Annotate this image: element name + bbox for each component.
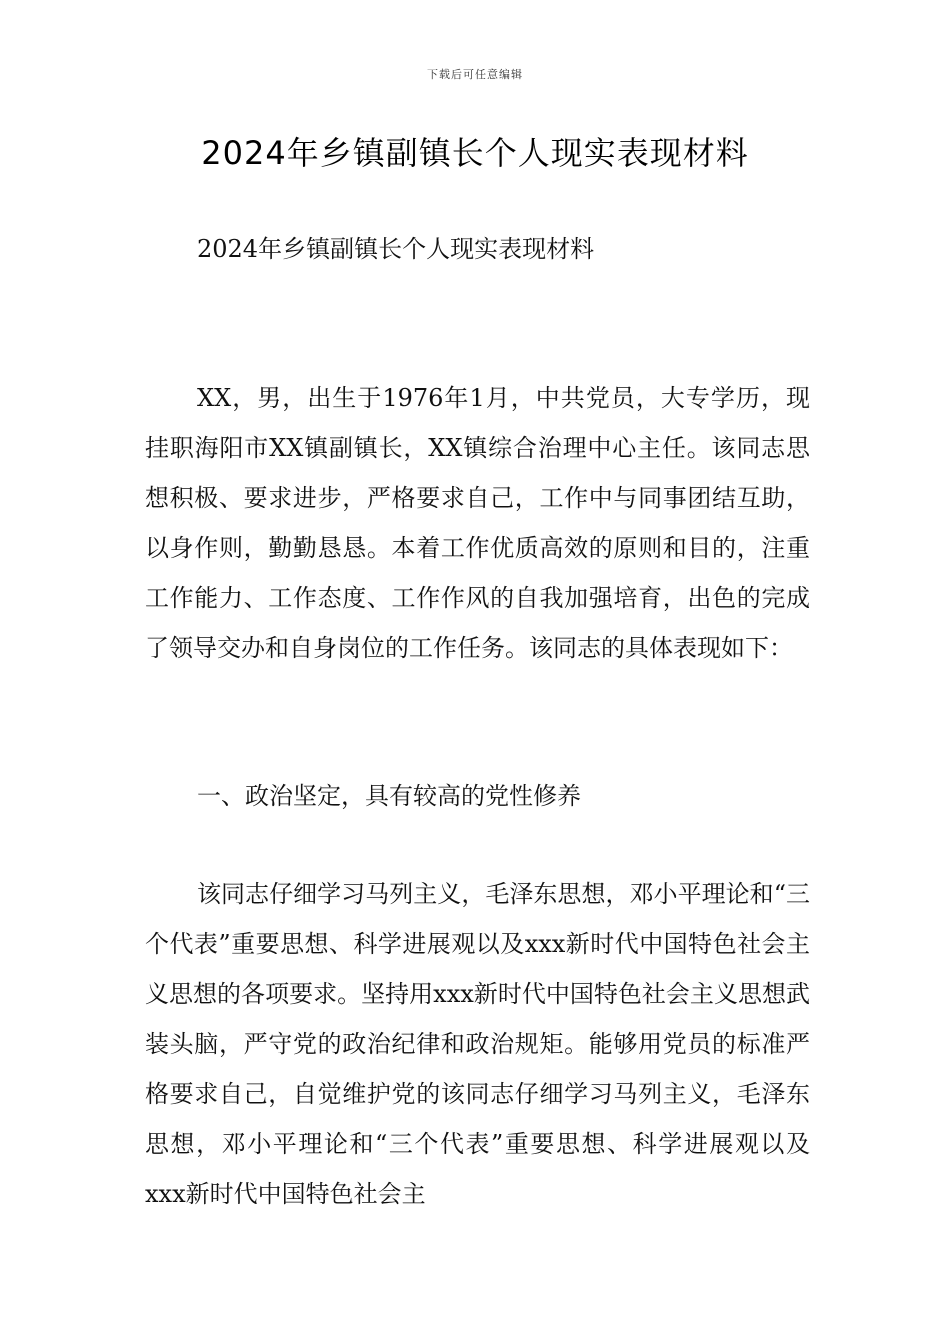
intro-paragraph: XX，男，出生于1976年1月，中共党员，大专学历，现挂职海阳市XX镇副镇长，XX镇综合治理中心主任。该同志思想积极、要求进步，严格要求自己，工作中与同事团结互助，以身作则，勤勤恳恳。本着工作优质高效的原则和目的，注重工作能力、工作态度、工作作风的自我加强培育，出色的完成了领导交办和自身岗位的工作任务。该同志的具体表现如下： <box>145 384 810 662</box>
section-1-paragraph: 该同志仔细学习马列主义，毛泽东思想，邓小平理论和“三个代表”重要思想、科学进展观以及xxx新时代中国特色社会主义思想的各项要求。坚持用xxx新时代中国特色社会主义思想武装头脑，严守党的政治纪律和政治规矩。能够用党员的标准严格要求自己，自觉维护党的该同志仔细学习马列主义，毛泽东思想，邓小平理论和“三个代表”重要思想、科学进展观以及xxx新时代中国特色社会主 <box>145 880 810 1208</box>
document-title: 2024年乡镇副镇长个人现实表现材料 <box>201 134 749 172</box>
document-subtitle: 2024年乡镇副镇长个人现实表现材料 <box>197 235 595 263</box>
section-heading-1: 一、政治坚定，具有较高的党性修养 <box>197 782 581 810</box>
header-note: 下载后可任意编辑 <box>427 68 523 81</box>
